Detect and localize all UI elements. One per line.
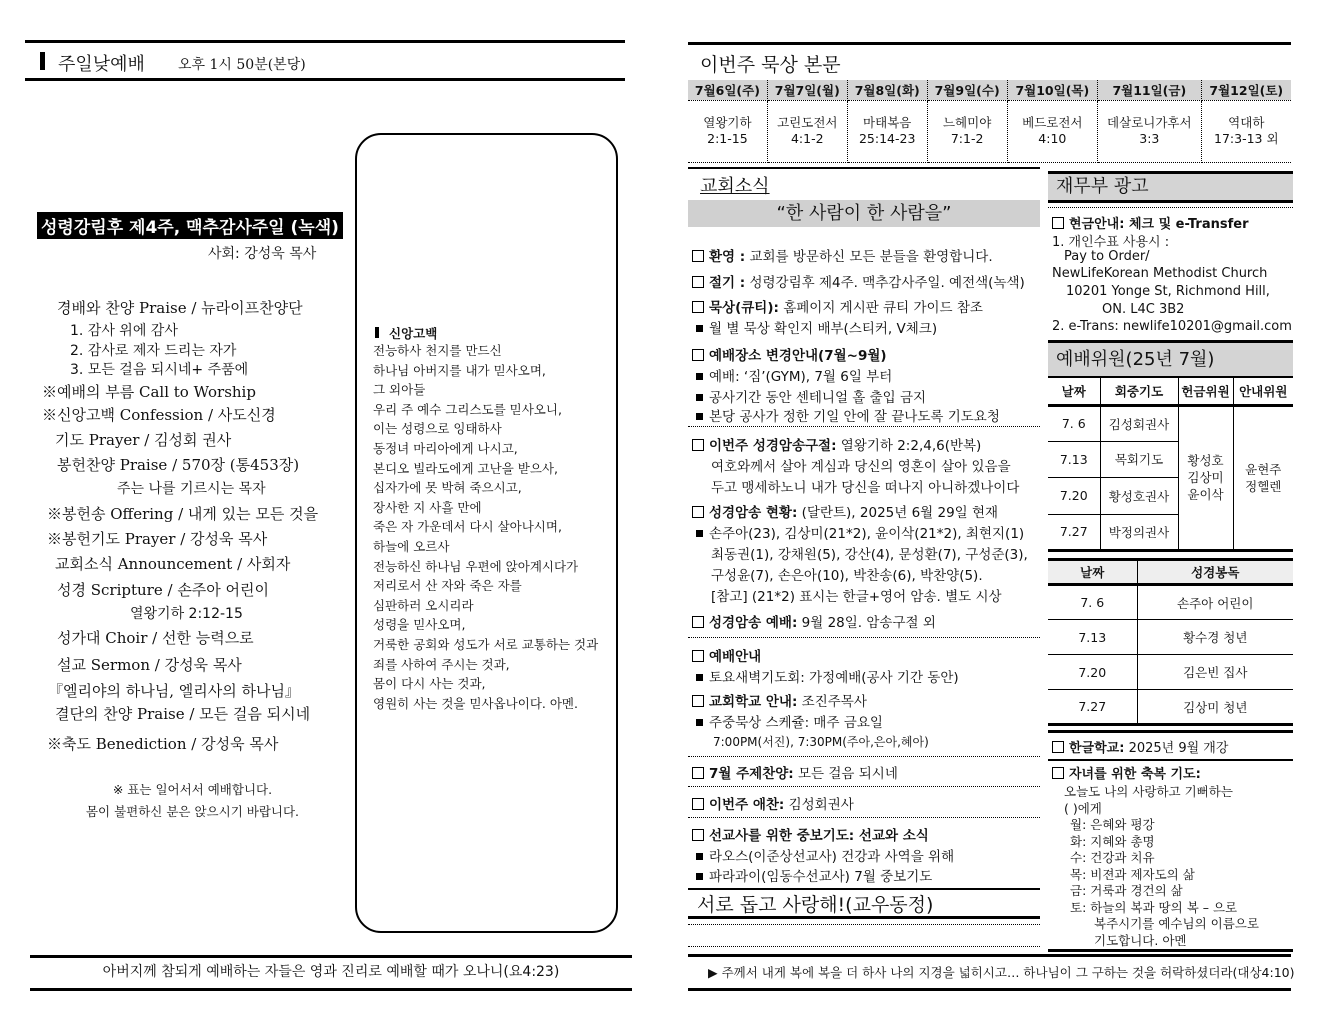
day-header: 7월11일(금) [1098, 80, 1202, 100]
order-item: 2. 감사로 제자 드리는 자가 [70, 343, 237, 359]
divider [30, 988, 632, 991]
checkbox-icon [692, 767, 704, 779]
news-bullet: 파라과이(임동수선교사) 7월 중보기도 [709, 869, 933, 885]
day-reading [927, 100, 1007, 162]
value: 2025년 9월 개강 [1124, 741, 1229, 756]
creed-title [375, 324, 437, 342]
news-bullet: 주중묵상 스케쥴: 매주 금요일 [709, 715, 883, 731]
news-item [711, 585, 1002, 605]
finance-line: NewLifeKorean Methodist Church [1052, 266, 1268, 281]
book: 역대하 [1228, 115, 1265, 130]
order-item: 주는 나를 기르시는 목자 [117, 481, 266, 497]
checkbox-icon [692, 439, 704, 451]
order-item: 결단의 찬양 Praise / 모든 걸음 되시네 [55, 705, 311, 723]
news-label: 7월 주제찬양: [709, 766, 794, 782]
creed-line: 심판하러 오시리라 [373, 597, 474, 613]
creed-line: 이는 성령으로 잉태하사 [373, 421, 502, 437]
news-item [692, 365, 892, 385]
presider: 사회: 강성욱 목사 [208, 246, 317, 262]
servers-title: 예배위원(25년 7월) [1048, 340, 1293, 378]
order-item: ※신앙고백 Confession / 사도신경 [42, 406, 276, 424]
bullet-icon [696, 530, 703, 537]
news-label: 선교사를 위한 중보기도: 선교와 소식 [709, 828, 929, 844]
news-value: 조진주목사 [797, 694, 867, 710]
divider [688, 786, 1040, 787]
news-value: 열왕기하 2:2,4,6(반복) [836, 438, 982, 454]
reference: 2:1-15 [707, 131, 748, 146]
creed-line: 죽은 자 가운데서 다시 살아나시며, [373, 519, 562, 535]
creed-line: 십자가에 못 박혀 죽으시고, [373, 480, 522, 496]
prayer-cell: 김성회권사 [1100, 405, 1178, 441]
news-text: 여호와께서 살아 계심과 당신의 영혼이 살아 있음을 [711, 459, 1011, 475]
news-label: 예배안내 [709, 649, 762, 665]
finance-line: Pay to Order/ [1064, 249, 1150, 264]
table-row [1048, 405, 1293, 441]
blessing-line: 기도합니다. 아멘 [1094, 932, 1187, 948]
news-item [711, 543, 1028, 563]
column-header: 안내위원 [1233, 378, 1293, 405]
checkbox-icon [692, 506, 704, 518]
checkbox-icon [1052, 741, 1064, 753]
blessing-line: ( )에게 [1064, 800, 1102, 816]
book: 느헤미야 [942, 115, 992, 130]
blessing-line: 토: 하늘의 복과 땅의 복 – 으로 [1070, 899, 1238, 915]
news-item [692, 344, 887, 364]
name: 김상미 [1187, 470, 1224, 485]
news-item [692, 386, 926, 406]
hangul-school [1052, 737, 1228, 756]
news-label: 성경암송 현황: [709, 505, 798, 521]
finance-title: 재무부 광고 [1048, 171, 1293, 203]
creed-line: 전능하사 천지를 만드신 [373, 343, 502, 358]
day-reading [767, 100, 847, 162]
date-cell: 7.27 [1048, 690, 1137, 725]
order-item: 열왕기하 2:12-15 [130, 606, 243, 622]
news-item [692, 317, 937, 337]
order-item: ※봉헌송 Offering / 내게 있는 모든 것을 [47, 505, 319, 523]
order-item: 1. 감사 위에 감사 [70, 323, 178, 339]
news-label: 묵상(큐티): [709, 300, 779, 316]
reference: 25:14-23 [858, 131, 916, 146]
finance-line: 1. 개인수표 사용시 : [1052, 235, 1170, 250]
day-reading [1007, 100, 1097, 162]
news-banner: “한 사람이 한 사람을” [688, 200, 1040, 227]
creed-text [373, 341, 598, 713]
blessing-title [1052, 763, 1201, 782]
checkbox-icon [1052, 767, 1064, 779]
servers-table [1048, 378, 1293, 552]
table-row [1048, 655, 1293, 690]
day-header: 7월12일(토) [1201, 80, 1291, 100]
reference: 7:1-2 [950, 131, 984, 146]
offering-cell [1178, 405, 1233, 550]
reader-cell: 황수경 청년 [1137, 620, 1293, 655]
news-text: [참고] (21*2) 표시는 한글+영어 암송. 별도 시상 [711, 589, 1002, 605]
checkbox-icon [692, 349, 704, 361]
bullet-icon [696, 873, 703, 880]
left-footer-verse: 아버지께 참되게 예배하는 자들은 영과 진리로 예배할 때가 오나니(요4:23) [102, 964, 560, 980]
creed-line: 성령을 믿사오며, [373, 617, 466, 633]
news-item [711, 564, 983, 584]
news-item [692, 845, 954, 865]
bullet-icon [696, 373, 703, 380]
order-item: 기도 Prayer / 김성회 권사 [55, 431, 232, 449]
love-title: 서로 돕고 사랑해!(교우동정) [697, 894, 934, 916]
finance-line: 10201 Yonge St, Richmond Hill, [1066, 284, 1270, 299]
blessing-line: 수: 건강과 치유 [1070, 850, 1155, 865]
news-text: 구성윤(7), 손은아(10), 박찬송(6), 박찬양(5). [711, 568, 983, 584]
order-item: 봉헌찬양 Praise / 570장 (통453장) [57, 456, 300, 474]
triangle-right-icon: ▶ [708, 965, 722, 980]
blessing-title-text: 자녀를 위한 축복 기도: [1069, 767, 1201, 782]
book: 베드로전서 [1022, 115, 1083, 130]
note-line: ※ 표는 일어서서 예배합니다. [112, 782, 273, 797]
label: 한글학교: [1069, 741, 1125, 756]
news-label: 예배장소 변경안내(7월~9월) [709, 348, 887, 364]
news-text: 두고 맹세하노니 내가 당신을 떠나지 아니하겠나이다 [711, 480, 1020, 496]
news-item [692, 762, 898, 782]
news-item [713, 733, 929, 750]
date-cell: 7.13 [1048, 441, 1100, 477]
news-bullet: 토요새벽기도회: 가정예배(공사 기간 동안) [709, 670, 959, 686]
order-item: ※축도 Benediction / 강성욱 목사 [47, 735, 279, 753]
finance-line: ON. L4C 3B2 [1102, 302, 1185, 317]
service-header-title: 주일낮예배 [58, 54, 145, 75]
day-reading [1098, 100, 1202, 162]
checkbox-icon [692, 695, 704, 707]
news-item [692, 522, 1024, 542]
news-item [692, 865, 932, 885]
news-value: 김성회권사 [784, 797, 854, 813]
blessing-line: 복주시기를 예수님의 이름으로 [1094, 916, 1259, 931]
order-item: 성가대 Choir / 선한 능력으로 [57, 629, 254, 647]
reading-table [1048, 558, 1293, 726]
name: 정헬렌 [1245, 478, 1282, 494]
devotion-title: 이번주 묵상 본문 [700, 54, 841, 76]
divider [25, 78, 625, 81]
order-item: ※예배의 부름 Call to Worship [42, 383, 256, 401]
divider [25, 40, 625, 43]
news-item [711, 455, 1011, 475]
blessing-line: 금: 거룩과 경건의 삶 [1070, 883, 1183, 898]
news-item [692, 405, 1000, 425]
checkbox-icon [692, 301, 704, 313]
news-item [692, 711, 883, 731]
news-item [692, 501, 998, 521]
date-cell: 7. 6 [1048, 585, 1137, 620]
bullet-icon [696, 853, 703, 860]
day-header: 7월8일(화) [847, 80, 927, 100]
news-label: 이번주 성경암송구절: [709, 438, 837, 454]
news-item [692, 645, 761, 665]
news-bullet: 예배: ‘짐’(GYM), 7월 6일 부터 [709, 369, 893, 385]
news-title: 교회소식 [700, 176, 770, 197]
divider [688, 954, 1291, 957]
creed-title-text: 신앙고백 [389, 326, 438, 341]
blessing-line: 오늘도 나의 사랑하고 기뻐하는 [1064, 784, 1233, 799]
day-reading [1201, 100, 1291, 162]
order-item: 경배와 찬양 Praise / 뉴라이프찬양단 [57, 299, 303, 317]
news-item [692, 271, 1025, 291]
name: 윤이삭 [1187, 487, 1224, 502]
news-item [692, 666, 959, 686]
order-item: ※봉헌기도 Prayer / 강성욱 목사 [47, 530, 268, 548]
news-bullet: 월 별 묵상 확인지 배부(스티커, V체크) [709, 321, 938, 337]
table-row [1048, 690, 1293, 725]
order-item: 설교 Sermon / 강성욱 목사 [57, 656, 242, 674]
news-text: 7:00PM(서진), 7:30PM(주아,은아,혜아) [713, 735, 929, 749]
news-item [692, 824, 929, 844]
divider [688, 42, 1291, 45]
name: 윤현주 [1245, 461, 1282, 477]
news-value: 교회를 방문하신 모든 분들을 환영합니다. [745, 249, 993, 265]
blessing-line: 월: 은혜와 평강 [1070, 817, 1155, 832]
bullet-icon [696, 674, 703, 681]
divider [688, 817, 1040, 818]
prayer-cell: 황성호권사 [1100, 477, 1178, 514]
creed-line: 몸이 다시 사는 것과, [373, 676, 486, 692]
divider [30, 955, 632, 958]
usher-cell [1233, 405, 1293, 550]
reference: 17:3-13 외 [1214, 131, 1279, 146]
devotion-table [688, 80, 1291, 163]
reference: 4:1-2 [790, 131, 824, 146]
standing-note [40, 779, 345, 823]
divider [688, 924, 1040, 925]
day-header: 7월6일(주) [688, 80, 767, 100]
bullet-icon [696, 394, 703, 401]
divider [1048, 759, 1293, 761]
order-item: 교회소식 Announcement / 사회자 [55, 555, 291, 573]
reader-cell: 손주아 어린이 [1137, 585, 1293, 620]
table-row [1048, 620, 1293, 655]
day-reading [847, 100, 927, 162]
divider [688, 426, 1040, 427]
news-value: (달란트), 2025년 6월 29일 현재 [797, 505, 999, 521]
news-label: 환영 : [709, 249, 746, 265]
table-row [1048, 585, 1293, 620]
date-cell: 7.20 [1048, 477, 1100, 514]
divider [688, 756, 1040, 757]
order-item: 『엘리야의 하나님, 엘리사의 하나님』 [48, 682, 300, 700]
creed-line: 하늘에 오르사 [373, 538, 450, 554]
bar-icon [375, 327, 379, 338]
news-item [692, 245, 993, 265]
reference: 3:3 [1139, 131, 1160, 146]
finance-head-text: 현금안내: 체크 및 e-Transfer [1069, 217, 1249, 232]
checkbox-icon [692, 616, 704, 628]
divider [688, 167, 1040, 169]
right-footer-verse [708, 963, 1295, 981]
news-value: 9월 28일. 암송구절 외 [797, 615, 936, 631]
creed-line: 죄를 사하여 주시는 것과, [373, 656, 510, 672]
reader-cell: 김상미 청년 [1137, 690, 1293, 725]
news-item [692, 793, 854, 813]
news-bullet: 라오스(이준상선교사) 건강과 사역을 위해 [709, 849, 955, 865]
creed-line: 하나님 아버지를 내가 믿사오며, [373, 362, 546, 378]
divider [1048, 949, 1293, 952]
column-header: 날짜 [1048, 560, 1137, 585]
bullet-icon [696, 413, 703, 420]
book: 열왕기하 [703, 115, 752, 130]
news-label: 절기 : [709, 275, 746, 291]
divider [688, 988, 1291, 991]
divider [688, 946, 1040, 947]
creed-line: 저리로서 산 자와 죽은 자를 [373, 578, 522, 594]
book: 고린도전서 [777, 115, 838, 130]
book: 데살로니가후서 [1107, 115, 1192, 130]
checkbox-icon [1052, 217, 1064, 229]
name: 황성호 [1187, 453, 1224, 468]
news-bullet: 손주아(23), 김상미(21*2), 윤이삭(21*2), 최현지(1) [709, 526, 1025, 542]
reference: 4:10 [1038, 131, 1067, 146]
creed-line: 영원히 사는 것을 믿사옵나이다. 아멘. [373, 695, 578, 711]
news-label: 교회학교 안내: [709, 694, 798, 710]
prayer-cell: 박정의권사 [1100, 514, 1178, 550]
day-header: 7월10일(목) [1007, 80, 1097, 100]
news-value: 성령강림후 제4주. 맥추감사주일. 예전색(녹색) [745, 275, 1025, 291]
checkbox-icon [692, 798, 704, 810]
news-item [692, 690, 867, 710]
day-reading [688, 100, 767, 162]
news-value: 홈페이지 게시판 큐티 가이드 참조 [778, 300, 983, 316]
finance-head [1052, 213, 1248, 232]
creed-line: 장사한 지 사흘 만에 [373, 499, 482, 515]
news-bullet: 공사기간 동안 센테니얼 홀 출입 금지 [709, 390, 927, 406]
finance-email[interactable]: 2. e-Trans: newlife10201@gmail.com [1052, 319, 1292, 334]
prayer-cell: 목회기도 [1100, 441, 1178, 477]
news-value: 모든 걸음 되시네 [793, 766, 898, 782]
divider [1048, 730, 1293, 733]
creed-line: 그 외아들 [373, 382, 426, 398]
checkbox-icon [692, 650, 704, 662]
news-label: 이번주 애찬: [709, 797, 785, 813]
blessing-line: 화: 지혜와 총명 [1070, 833, 1155, 849]
date-cell: 7.20 [1048, 655, 1137, 690]
date-cell: 7.27 [1048, 514, 1100, 550]
news-label: 성경암송 예배: [709, 615, 798, 631]
creed-line: 우리 주 예수 그리스도를 믿사오니, [373, 401, 562, 417]
checkbox-icon [692, 829, 704, 841]
checkbox-icon [692, 250, 704, 262]
creed-line: 동정녀 마리아에게 나시고, [373, 440, 518, 456]
news-item [711, 476, 1019, 496]
reader-cell: 김은빈 집사 [1137, 655, 1293, 690]
bullet-icon [696, 719, 703, 726]
news-text: 최동권(1), 강채원(5), 강산(4), 문성환(7), 구성준(3), [711, 547, 1028, 563]
divider [1048, 207, 1293, 208]
creed-line: 본디오 빌라도에게 고난을 받으사, [373, 460, 558, 476]
news-item [692, 296, 983, 316]
creed-line: 거룩한 공회와 성도가 서로 교통하는 것과 [373, 636, 599, 652]
order-item: 3. 모든 걸음 되시네+ 주품에 [70, 362, 249, 378]
column-header: 성경봉독 [1137, 560, 1293, 585]
right-footer-text: 주께서 내게 복에 복을 더 하사 나의 지경을 넓히시고… 하나님이 그 구하는 것을 허락하셨더라(대상4:10) [721, 965, 1295, 980]
date-cell: 7.13 [1048, 620, 1137, 655]
day-header: 7월9일(수) [927, 80, 1007, 100]
service-title: 성령강림후 제4주, 맥추감사주일 (녹색) [37, 212, 343, 239]
bullet-icon [696, 325, 703, 332]
book: 마태복음 [863, 115, 912, 130]
note-line: 몸이 불편하신 분은 앉으시기 바랍니다. [85, 804, 300, 819]
column-header: 헌금위원 [1178, 378, 1233, 405]
creed-line: 전능하신 하나님 우편에 앉아계시다가 [373, 558, 579, 574]
news-bullet: 본당 공사가 정한 기일 안에 잘 끝나도록 기도요청 [709, 409, 1000, 425]
divider [688, 916, 1040, 919]
date-cell: 7. 6 [1048, 405, 1100, 441]
column-header: 회중기도 [1100, 378, 1178, 405]
divider [688, 637, 1040, 638]
bar-icon [40, 52, 45, 70]
order-item: 성경 Scripture / 손주아 어린이 [57, 581, 270, 599]
news-item [692, 434, 981, 454]
news-item [692, 611, 936, 631]
column-header: 날짜 [1048, 378, 1100, 405]
checkbox-icon [692, 276, 704, 288]
service-time: 오후 1시 50분(본당) [178, 57, 306, 73]
blessing-line: 목: 비젼과 제자도의 삶 [1070, 866, 1195, 882]
day-header: 7월7일(월) [767, 80, 847, 100]
